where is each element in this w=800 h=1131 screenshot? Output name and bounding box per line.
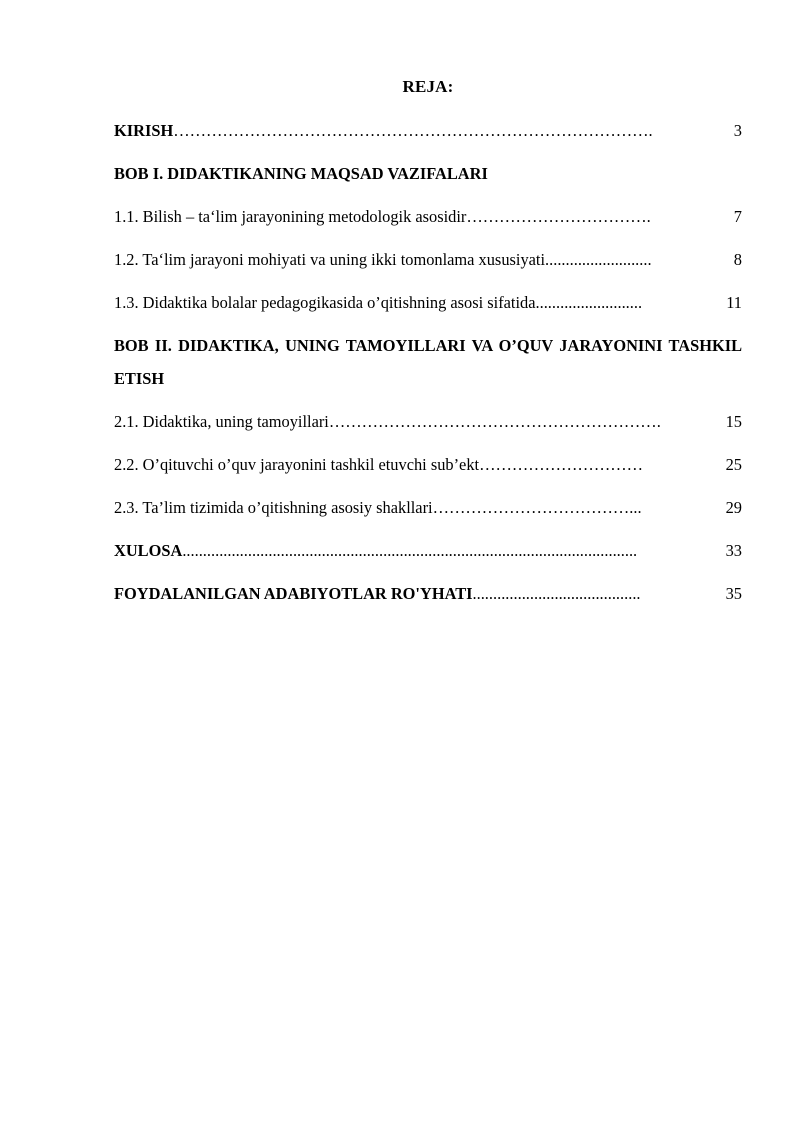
toc-entry-text: XULOSA: [114, 541, 183, 560]
toc-entry-text: KIRISH: [114, 121, 174, 140]
toc-entry-leader: …………………………………………………….: [328, 412, 661, 431]
toc-entry-page: 25: [725, 455, 742, 474]
toc-entry-page: 11: [726, 293, 742, 312]
toc-entry-2-1: [114, 412, 742, 432]
toc-entry-text: 1.2. Ta‘lim jarayoni mohiyati va uning ikki tomonlama xususiyati: [114, 250, 546, 269]
toc-entry-adabiyotlar: [114, 584, 742, 604]
toc-entry-page: 7: [733, 207, 742, 226]
toc-entry-1-3: [114, 293, 742, 313]
toc-entry-kirish: [114, 121, 742, 141]
toc-entry-2-3: [114, 498, 742, 518]
toc-entry-page: 29: [725, 498, 742, 517]
toc-entry-page: 3: [733, 121, 742, 140]
toc-entry-leader: …………………………….: [466, 207, 651, 226]
page-title: REJA:: [402, 77, 454, 96]
toc-entry-leader: …………………………………………………………………………….: [173, 121, 653, 140]
toc-entry-leader: ..........................: [535, 293, 643, 312]
toc-chapter-heading-2: BOB II. DIDAKTIKA, UNING TAMOYILLARI VA O’QUV JARAYONINI TASHKIL ETISH: [114, 336, 742, 388]
toc-entry-page: 33: [725, 541, 742, 560]
toc-entry-page: 15: [725, 412, 742, 431]
toc-entry-text: 1.3. Didaktika bolalar pedagogikasida o’qitishning asosi sifatida: [114, 293, 536, 312]
toc-chapter-heading-1: BOB I. DIDAKTIKANING MAQSAD VAZIFALARI: [114, 164, 488, 183]
toc-entry-leader: ...............................................................................................................: [182, 541, 638, 560]
toc-entry-1-1: [114, 207, 742, 227]
toc-entry-page: 35: [725, 584, 742, 603]
toc-entry-leader: ..........................: [545, 250, 652, 269]
toc-entry-page: 8: [733, 250, 742, 269]
toc-entry-2-2: [114, 455, 742, 475]
toc-entry-text: FOYDALANILGAN ADABIYOTLAR RO'YHATI: [114, 584, 473, 603]
toc-entry-leader: ………………………………...: [432, 498, 642, 517]
toc-entry-text: 1.1. Bilish – ta‘lim jarayonining metodologik asosidir: [114, 207, 467, 226]
toc-entry-leader: …………………………: [479, 455, 643, 474]
toc-entry-leader: .........................................: [472, 584, 641, 603]
toc-entry-xulosa: [114, 541, 742, 561]
toc-entry-text: 2.2. O’qituvchi o’quv jarayonini tashkil etuvchi sub’ekt: [114, 455, 480, 474]
toc-entry-1-2: [114, 250, 742, 270]
toc-entry-text: 2.3. Ta’lim tizimida o’qitishning asosiy shakllari: [114, 498, 433, 517]
toc-entry-text: 2.1. Didaktika, uning tamoyillari: [114, 412, 329, 431]
